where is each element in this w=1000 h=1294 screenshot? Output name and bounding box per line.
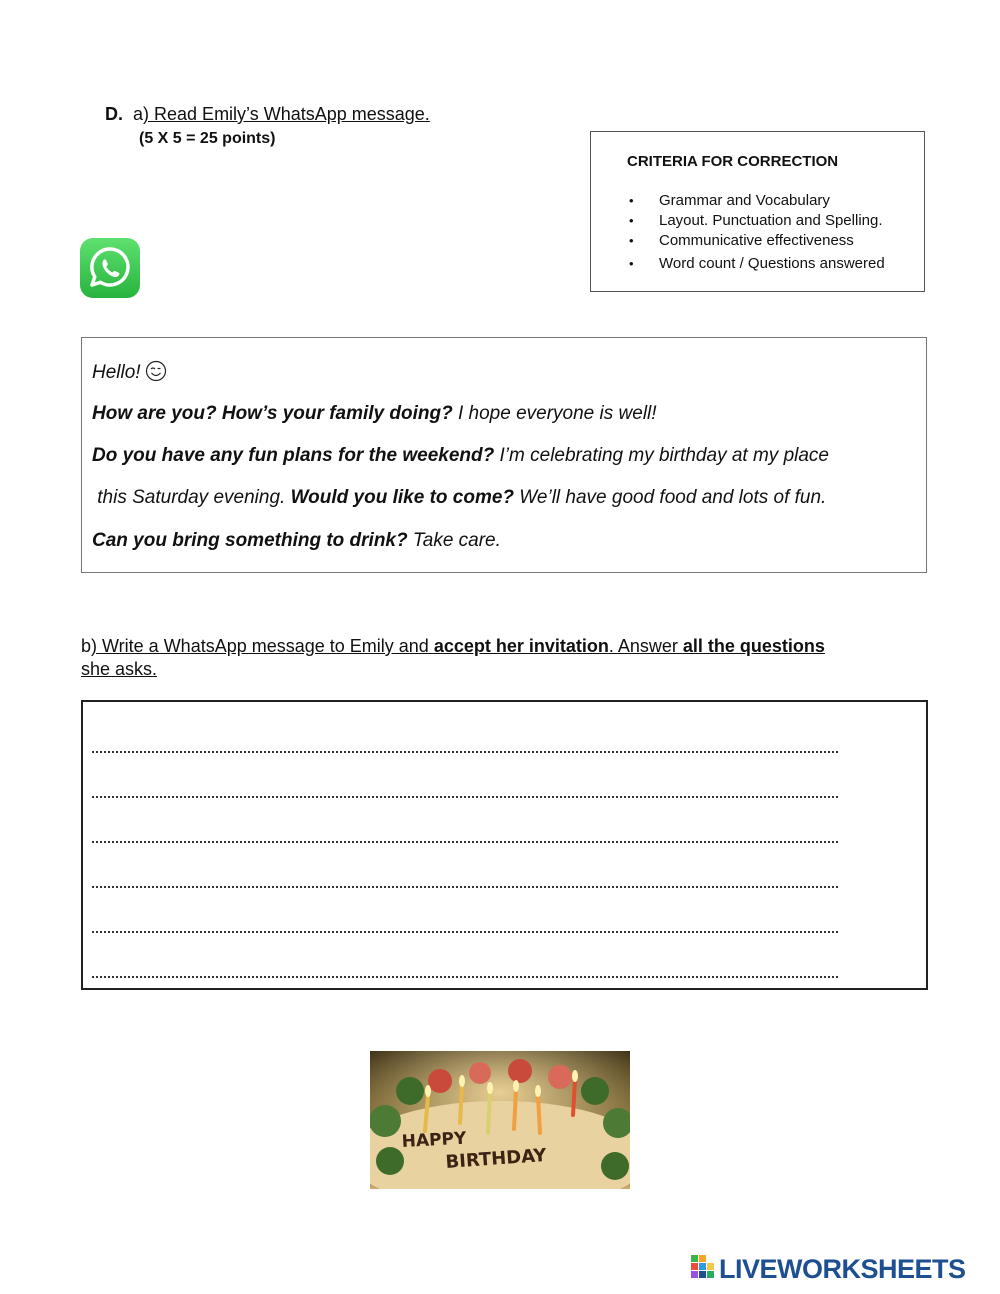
message-line-2: [92, 403, 657, 425]
part-a-prefix: a: [133, 104, 144, 124]
criteria-item: • Communicative effectiveness: [627, 231, 885, 251]
winking-smile-emoji-icon: [145, 360, 167, 382]
answer-writing-line[interactable]: [92, 886, 838, 888]
message-line-3: [92, 445, 829, 467]
answer-writing-line[interactable]: [92, 976, 838, 978]
criteria-list: [627, 191, 885, 274]
answer-writing-line[interactable]: [92, 796, 838, 798]
answer-box[interactable]: [81, 700, 928, 990]
criteria-item: • Layout. Punctuation and Spelling.: [627, 211, 885, 231]
liveworksheets-brand[interactable]: [691, 1255, 966, 1283]
answer-writing-line[interactable]: [92, 751, 838, 753]
message-text: Take care.: [407, 530, 501, 551]
criteria-item: • Grammar and Vocabulary: [627, 191, 885, 211]
liveworksheets-logo-icon: [691, 1255, 715, 1284]
answer-writing-line[interactable]: [92, 841, 838, 843]
message-line-5: [92, 530, 501, 552]
instruction-text: . Answer: [608, 636, 683, 656]
instruction-text: ) Write a WhatsApp message to Emily and: [91, 636, 434, 656]
message-question: Can you bring something to drink?: [92, 530, 408, 551]
message-text: We’ll have good food and lots of fun.: [514, 487, 827, 508]
part-b-prefix: b: [81, 636, 92, 656]
criteria-item: • Word count / Questions answered: [627, 254, 885, 274]
message-question: Would you like to come?: [290, 487, 515, 508]
message-text: I hope everyone is well!: [452, 403, 657, 424]
whatsapp-logo-icon: [80, 238, 140, 298]
cake-text-happy: HAPPY: [401, 1128, 467, 1152]
criteria-title: CRITERIA FOR CORRECTION: [627, 153, 839, 170]
instruction-emphasis: accept her invitation: [433, 636, 609, 656]
section-letter: D.: [105, 104, 123, 124]
instruction-text: she asks.: [81, 659, 158, 679]
message-question: How are you? How’s your family doing?: [92, 403, 453, 424]
answer-writing-line[interactable]: [92, 931, 838, 933]
message-greeting: Hello!: [92, 362, 141, 383]
brand-name: LIVEWORKSHEETS: [719, 1253, 966, 1284]
instruction-emphasis: all the questions: [682, 636, 825, 656]
part-a-instruction: ) Read Emily’s WhatsApp message.: [143, 104, 430, 124]
section-d-heading: [105, 104, 430, 125]
cake-text-birthday: BIRTHDAY: [444, 1144, 548, 1173]
message-question: Do you have any fun plans for the weekend?: [92, 445, 495, 466]
part-b-instruction: [81, 635, 931, 681]
criteria-box: [590, 131, 925, 292]
points-label: (5 X 5 = 25 points): [139, 130, 276, 147]
emily-message-box: [81, 337, 927, 573]
message-text: I’m celebrating my birthday at my place: [494, 445, 829, 466]
birthday-cake-image: [370, 1051, 630, 1189]
message-text: this Saturday evening.: [92, 487, 291, 508]
message-greeting-line: [92, 360, 167, 384]
message-line-4: [92, 487, 826, 509]
